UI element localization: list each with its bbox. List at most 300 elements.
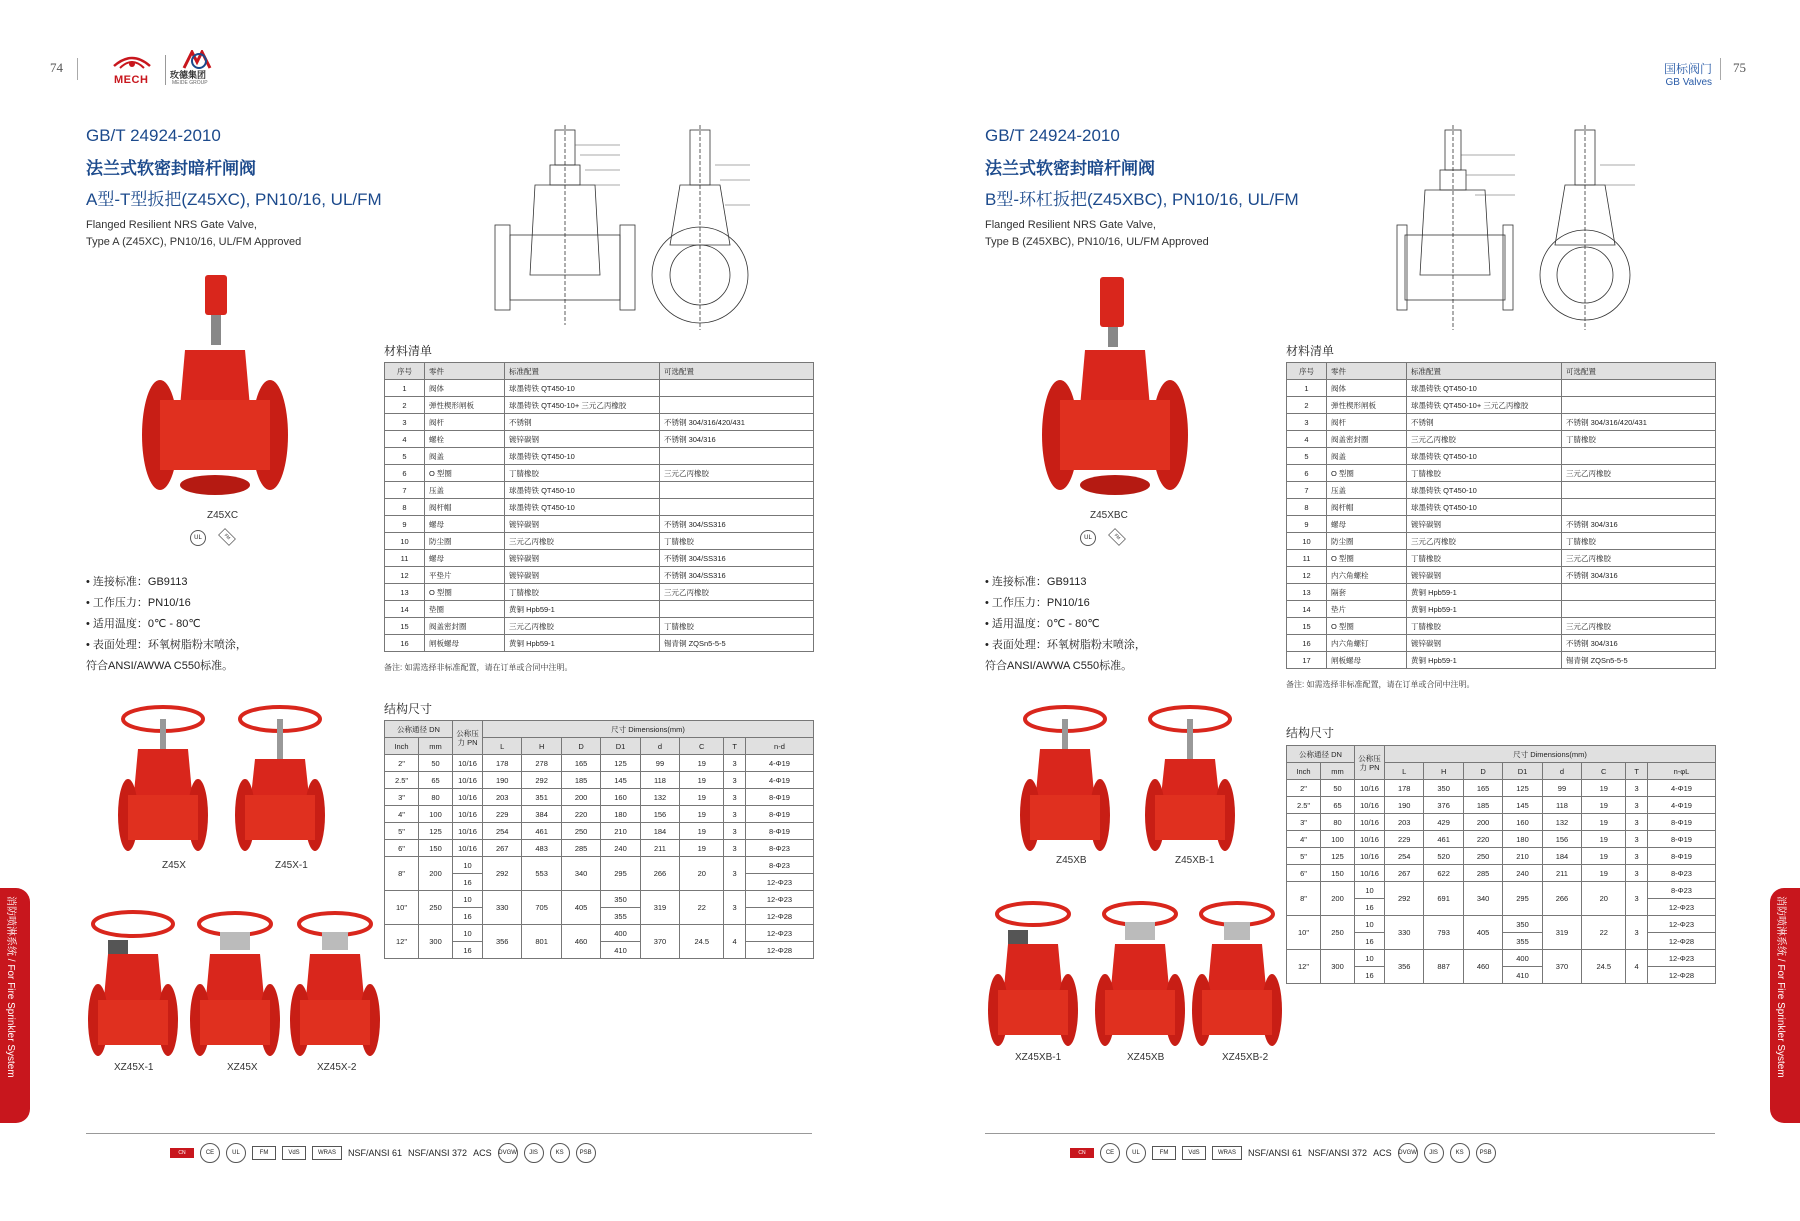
table-cell: 10/16: [453, 823, 483, 840]
table-row: [1287, 780, 1716, 797]
col-header: L: [1385, 763, 1424, 780]
col-header: T: [1626, 763, 1648, 780]
table-cell: 4: [724, 925, 746, 959]
table-cell: 4": [1287, 831, 1321, 848]
table-cell: 6: [385, 465, 425, 482]
variant-label: Z45X-1: [275, 860, 308, 871]
table-cell: 165: [1463, 780, 1502, 797]
table-cell: 165: [561, 755, 600, 772]
table-cell: O 型圈: [425, 584, 505, 601]
col-header: 公称压力 PN: [453, 721, 483, 755]
table-cell: 3: [1626, 882, 1648, 916]
table-cell: 132: [1542, 814, 1581, 831]
table-cell: 16: [1287, 635, 1327, 652]
valve-variant-image: [235, 705, 325, 855]
table-cell: 螺母: [1327, 516, 1407, 533]
table-cell: 不锈钢: [505, 414, 660, 431]
table-cell: 4: [1287, 431, 1327, 448]
cert-bar-left: CN CE UL FM VdS WRAS NSF/ANSI 61 NSF/ANSI 372 ACS DVGW JIS KS PSB: [170, 1143, 596, 1163]
psb-icon: PSB: [1476, 1143, 1496, 1163]
table-cell: 185: [1463, 797, 1502, 814]
valve-variant-image: [88, 910, 178, 1060]
valve-z45xc-image: [140, 270, 290, 510]
table-cell: 22: [1582, 916, 1626, 950]
table-row: [1287, 635, 1716, 652]
table-cell: 锡青铜 ZQSn5-5-5: [660, 635, 814, 652]
table-cell: 三元乙丙橡胶: [660, 584, 814, 601]
table-cell: 6": [1287, 865, 1321, 882]
ul-fm-marks-left: [190, 530, 238, 546]
table-row: [1287, 448, 1716, 465]
table-cell: 球墨铸铁 QT450-10: [1407, 482, 1562, 499]
table-cell: 384: [522, 806, 561, 823]
table-cell: 锡青铜 ZQSn5-5-5: [1562, 652, 1716, 669]
table-row: [385, 414, 814, 431]
col-header: C: [1582, 763, 1626, 780]
dims-table-right: [1286, 745, 1716, 984]
table-cell: 2": [385, 755, 419, 772]
table-cell: 1: [1287, 380, 1327, 397]
table-cell: 50: [1321, 780, 1355, 797]
col-header: T: [724, 738, 746, 755]
col-header: H: [1424, 763, 1463, 780]
table-cell: 19: [1582, 780, 1626, 797]
ul-icon: UL: [1080, 530, 1096, 546]
table-cell: 520: [1424, 848, 1463, 865]
spec-item: • 适用温度：0℃ - 80℃: [985, 618, 1100, 630]
table-row: [385, 789, 814, 806]
table-cell: [1562, 601, 1716, 618]
table-cell: 16: [1355, 967, 1385, 984]
table-cell: 垫片: [1327, 601, 1407, 618]
table-row: [1287, 652, 1716, 669]
table-cell: [1562, 380, 1716, 397]
col-header: 零件: [425, 363, 505, 380]
table-cell: 8-Φ19: [745, 789, 813, 806]
table-cell: 13: [1287, 584, 1327, 601]
table-cell: 4-Φ19: [745, 772, 813, 789]
valve-variant-image: [1145, 705, 1235, 855]
table-row: [1287, 882, 1716, 899]
table-cell: 801: [522, 925, 561, 959]
table-cell: O 型圈: [1327, 618, 1407, 635]
table-cell: 3: [1287, 414, 1327, 431]
table-cell: 400: [601, 925, 640, 942]
table-cell: 16: [453, 908, 483, 925]
title-en-2: Type A (Z45XC), PN10/16, UL/FM Approved: [86, 236, 302, 248]
table-cell: [660, 448, 814, 465]
table-cell: 防尘圈: [1327, 533, 1407, 550]
table-cell: 10: [1355, 916, 1385, 933]
table-row: [1287, 584, 1716, 601]
table-cell: 132: [640, 789, 679, 806]
table-cell: 内六角螺钉: [1327, 635, 1407, 652]
table-cell: 229: [1385, 831, 1424, 848]
table-row: [385, 755, 814, 772]
table-cell: 285: [1463, 865, 1502, 882]
materials-table-right: [1286, 362, 1716, 669]
materials-table-left: [384, 362, 814, 652]
table-cell: 350: [1503, 916, 1542, 933]
table-cell: 14: [385, 601, 425, 618]
table-cell: 340: [561, 857, 600, 891]
table-cell: 3: [1626, 831, 1648, 848]
col-header: 公称压力 PN: [1355, 746, 1385, 780]
variant-label: XZ45X: [227, 1062, 258, 1073]
table-cell: 19: [680, 806, 724, 823]
table-cell: 24.5: [680, 925, 724, 959]
table-cell: 220: [561, 806, 600, 823]
table-row: [1287, 814, 1716, 831]
table-cell: 12-Φ23: [745, 874, 813, 891]
table-cell: 292: [1385, 882, 1424, 916]
table-cell: 24.5: [1582, 950, 1626, 984]
table-cell: 100: [1321, 831, 1355, 848]
table-cell: 3: [724, 857, 746, 891]
table-cell: 99: [1542, 780, 1581, 797]
table-cell: 8": [1287, 882, 1321, 916]
title-en-2: Type B (Z45XBC), PN10/16, UL/FM Approved: [985, 236, 1209, 248]
table-cell: 4: [1626, 950, 1648, 984]
table-cell: 阀杆: [1327, 414, 1407, 431]
table-cell: 65: [1321, 797, 1355, 814]
table-cell: 10/16: [1355, 848, 1385, 865]
table-cell: 125: [1321, 848, 1355, 865]
table-cell: 240: [601, 840, 640, 857]
table-cell: 12: [1287, 567, 1327, 584]
table-cell: O 型圈: [1327, 550, 1407, 567]
table-cell: 220: [1463, 831, 1502, 848]
table-cell: 19: [1582, 848, 1626, 865]
table-cell: 20: [680, 857, 724, 891]
spec-item: 符合ANSI/AWWA C550标准。: [86, 660, 234, 672]
table-cell: 8-Φ19: [745, 806, 813, 823]
table-cell: 镀锌碳钢: [505, 567, 660, 584]
table-cell: 丁腈橡胶: [505, 584, 660, 601]
table-cell: 丁腈橡胶: [1407, 465, 1562, 482]
table-cell: 阀盖: [1327, 448, 1407, 465]
table-cell: 292: [483, 857, 522, 891]
table-cell: 20: [1582, 882, 1626, 916]
table-cell: [660, 482, 814, 499]
table-cell: 黄铜 Hpb59-1: [505, 601, 660, 618]
table-cell: 10: [1355, 950, 1385, 967]
table-row: [1287, 499, 1716, 516]
table-cell: 483: [522, 840, 561, 857]
table-cell: 10/16: [453, 806, 483, 823]
table-cell: 2": [1287, 780, 1321, 797]
col-header: 可选配置: [1562, 363, 1716, 380]
col-header: 序号: [1287, 363, 1327, 380]
table-cell: 压盖: [425, 482, 505, 499]
table-row: [1287, 567, 1716, 584]
table-cell: 阀杆帽: [1327, 499, 1407, 516]
table-cell: [1562, 499, 1716, 516]
table-cell: 黄铜 Hpb59-1: [1407, 601, 1562, 618]
table-cell: 15: [385, 618, 425, 635]
col-header: n-d: [745, 738, 813, 755]
table-row: [385, 380, 814, 397]
spec-item: • 表面处理：环氧树脂粉末喷涂，: [86, 639, 247, 651]
table-cell: 7: [385, 482, 425, 499]
spec-item: • 连接标准：GB9113: [985, 576, 1087, 588]
table-cell: 不锈钢 304/SS316: [660, 567, 814, 584]
table-cell: 370: [1542, 950, 1581, 984]
table-cell: 镀锌碳钢: [505, 516, 660, 533]
table-cell: 50: [419, 755, 453, 772]
table-cell: 250: [419, 891, 453, 925]
table-cell: 3: [385, 414, 425, 431]
table-cell: 80: [419, 789, 453, 806]
table-cell: 阀体: [1327, 380, 1407, 397]
table-cell: 10/16: [1355, 797, 1385, 814]
table-row: [1287, 865, 1716, 882]
table-row: [385, 431, 814, 448]
table-cell: 12-Φ28: [1647, 933, 1715, 950]
table-cell: 阀杆: [425, 414, 505, 431]
ks-icon: KS: [1450, 1143, 1470, 1163]
table-cell: 1: [385, 380, 425, 397]
table-cell: 16: [453, 942, 483, 959]
meide-logo: 玫德集团 MEIDE GROUP: [170, 50, 230, 86]
table-cell: [660, 380, 814, 397]
table-cell: 125: [1503, 780, 1542, 797]
spec-item: • 适用温度：0℃ - 80℃: [86, 618, 201, 630]
table-cell: 12-Φ28: [1647, 967, 1715, 984]
table-cell: 266: [1542, 882, 1581, 916]
materials-title: 材料清单: [384, 344, 433, 358]
table-cell: 12": [1287, 950, 1321, 984]
table-cell: 阀盖: [425, 448, 505, 465]
variant-label: Z45XB: [1056, 855, 1087, 866]
title-cn: 法兰式软密封暗杆闸阀: [985, 159, 1155, 178]
table-cell: 球墨铸铁 QT450-10+ 三元乙丙橡胶: [505, 397, 660, 414]
variant-label: XZ45XB-1: [1015, 1052, 1062, 1063]
vds-icon: VdS: [282, 1146, 306, 1160]
table-row: [385, 635, 814, 652]
table-cell: 12: [385, 567, 425, 584]
table-cell: 250: [1321, 916, 1355, 950]
materials-note: 备注: 如需选择非标准配置，请在订单或合同中注明。: [384, 663, 573, 672]
table-cell: 278: [522, 755, 561, 772]
table-cell: 9: [1287, 516, 1327, 533]
table-row: [1287, 533, 1716, 550]
col-header: 标准配置: [1407, 363, 1562, 380]
table-cell: 160: [1503, 814, 1542, 831]
table-cell: 461: [522, 823, 561, 840]
table-cell: 8: [385, 499, 425, 516]
table-cell: 16: [385, 635, 425, 652]
table-cell: 镀锌碳钢: [505, 550, 660, 567]
table-row: [1287, 831, 1716, 848]
col-header: 序号: [385, 363, 425, 380]
table-cell: 80: [1321, 814, 1355, 831]
table-cell: 3: [724, 891, 746, 925]
table-cell: 4": [385, 806, 419, 823]
table-cell: 185: [561, 772, 600, 789]
table-cell: 400: [1503, 950, 1542, 967]
table-cell: 250: [1463, 848, 1502, 865]
table-cell: 295: [601, 857, 640, 891]
materials-note: 备注: 如需选择非标准配置，请在订单或合同中注明。: [1286, 680, 1475, 689]
side-tab-left: 消防喷淋系统 / For Fire Sprinkler System: [0, 888, 30, 1123]
cert-logo-icon: CN: [1070, 1148, 1094, 1158]
table-cell: 145: [601, 772, 640, 789]
table-cell: 不锈钢 304/SS316: [660, 550, 814, 567]
table-row: [385, 567, 814, 584]
table-cell: 350: [601, 891, 640, 908]
table-cell: 178: [483, 755, 522, 772]
table-cell: 丁腈橡胶: [1562, 533, 1716, 550]
table-cell: 球墨铸铁 QT450-10+ 三元乙丙橡胶: [1407, 397, 1562, 414]
spec-item: • 连接标准：GB9113: [86, 576, 188, 588]
table-row: [385, 482, 814, 499]
table-cell: 184: [1542, 848, 1581, 865]
col-header: 可选配置: [660, 363, 814, 380]
table-row: [1287, 516, 1716, 533]
table-cell: 5: [1287, 448, 1327, 465]
table-cell: 356: [1385, 950, 1424, 984]
table-cell: 200: [1463, 814, 1502, 831]
table-cell: 球墨铸铁 QT450-10: [1407, 380, 1562, 397]
table-cell: 压盖: [1327, 482, 1407, 499]
table-row: [1287, 414, 1716, 431]
table-cell: 691: [1424, 882, 1463, 916]
ce-icon: CE: [200, 1143, 220, 1163]
table-cell: 丁腈橡胶: [505, 465, 660, 482]
meide-logo-icon: [182, 50, 212, 70]
table-cell: 350: [1424, 780, 1463, 797]
col-header: D: [561, 738, 600, 755]
table-row: [385, 533, 814, 550]
table-row: [1287, 950, 1716, 967]
table-cell: 19: [1582, 797, 1626, 814]
table-cell: 8-Φ19: [745, 823, 813, 840]
table-cell: 145: [1503, 797, 1542, 814]
table-row: [385, 823, 814, 840]
table-cell: 不锈钢 304/316: [1562, 516, 1716, 533]
page-number-right: 75: [1733, 60, 1746, 75]
table-cell: 429: [1424, 814, 1463, 831]
table-cell: 355: [1503, 933, 1542, 950]
table-cell: 10/16: [1355, 780, 1385, 797]
table-cell: 553: [522, 857, 561, 891]
table-cell: 100: [419, 806, 453, 823]
table-cell: 330: [1385, 916, 1424, 950]
fm-icon: FM: [218, 528, 236, 546]
table-cell: 887: [1424, 950, 1463, 984]
table-cell: 8-Φ19: [1647, 831, 1715, 848]
valve-variant-image: [988, 900, 1078, 1050]
table-cell: 156: [1542, 831, 1581, 848]
spec-list-left: [86, 572, 247, 677]
valve-variant-image: [118, 705, 208, 855]
table-cell: 190: [483, 772, 522, 789]
fm-icon: FM: [1152, 1146, 1176, 1160]
ul-icon: UL: [190, 530, 206, 546]
table-cell: 200: [561, 789, 600, 806]
valve-variant-image: [290, 910, 380, 1060]
table-cell: [1562, 584, 1716, 601]
table-cell: 3: [724, 755, 746, 772]
table-cell: 10/16: [453, 840, 483, 857]
table-cell: 19: [1582, 814, 1626, 831]
table-cell: 150: [419, 840, 453, 857]
col-header: mm: [1321, 763, 1355, 780]
table-cell: 黄铜 Hpb59-1: [1407, 652, 1562, 669]
table-cell: 125: [419, 823, 453, 840]
table-cell: 12-Φ23: [1647, 950, 1715, 967]
table-row: [1287, 465, 1716, 482]
table-cell: 阀体: [425, 380, 505, 397]
table-row: [385, 499, 814, 516]
vds-icon: VdS: [1182, 1146, 1206, 1160]
table-row: [385, 772, 814, 789]
table-cell: 10": [1287, 916, 1321, 950]
jis-icon: JIS: [524, 1143, 544, 1163]
spec-list-right: [985, 572, 1146, 677]
table-cell: 5": [1287, 848, 1321, 865]
col-header: L: [483, 738, 522, 755]
table-cell: 螺栓: [425, 431, 505, 448]
table-cell: 180: [1503, 831, 1542, 848]
col-header: C: [680, 738, 724, 755]
table-row: [385, 618, 814, 635]
col-header: 标准配置: [505, 363, 660, 380]
table-cell: 10/16: [1355, 831, 1385, 848]
valve-z45xbc-label: Z45XBC: [1090, 510, 1128, 521]
spec-item: • 工作压力：PN10/16: [985, 597, 1090, 609]
valve-z45xc-label: Z45XC: [207, 510, 239, 521]
table-cell: 黄铜 Hpb59-1: [1407, 584, 1562, 601]
table-cell: 球墨铸铁 QT450-10: [505, 499, 660, 516]
table-cell: 不锈钢 304/316/420/431: [660, 414, 814, 431]
title-model: B型-环杠扳把(Z45XBC), PN10/16, UL/FM: [985, 190, 1299, 209]
table-cell: 三元乙丙橡胶: [1562, 550, 1716, 567]
mech-logo-icon: [110, 52, 154, 74]
table-cell: 三元乙丙橡胶: [1407, 431, 1562, 448]
table-cell: O 型圈: [1327, 465, 1407, 482]
ce-icon: CE: [1100, 1143, 1120, 1163]
table-cell: 3: [1626, 797, 1648, 814]
table-cell: 300: [1321, 950, 1355, 984]
table-cell: 356: [483, 925, 522, 959]
wras-icon: WRAS: [312, 1146, 342, 1160]
table-cell: 螺母: [425, 550, 505, 567]
table-row: [385, 925, 814, 942]
table-cell: 平垫片: [425, 567, 505, 584]
table-cell: 125: [601, 755, 640, 772]
table-cell: 16: [1355, 899, 1385, 916]
table-cell: 球墨铸铁 QT450-10: [505, 448, 660, 465]
table-cell: 118: [640, 772, 679, 789]
fm-icon: FM: [252, 1146, 276, 1160]
col-header: 尺寸 Dimensions(mm): [483, 721, 814, 738]
table-cell: 250: [561, 823, 600, 840]
table-cell: 10/16: [1355, 865, 1385, 882]
variant-label: Z45XB-1: [1175, 855, 1215, 866]
table-row: [385, 584, 814, 601]
table-cell: 9: [385, 516, 425, 533]
table-cell: 4: [385, 431, 425, 448]
table-cell: 160: [601, 789, 640, 806]
table-cell: 不锈钢 304/SS316: [660, 516, 814, 533]
table-cell: 8-Φ23: [1647, 882, 1715, 899]
table-cell: 178: [1385, 780, 1424, 797]
table-cell: 4-Φ19: [745, 755, 813, 772]
table-cell: [660, 397, 814, 414]
table-row: [385, 516, 814, 533]
